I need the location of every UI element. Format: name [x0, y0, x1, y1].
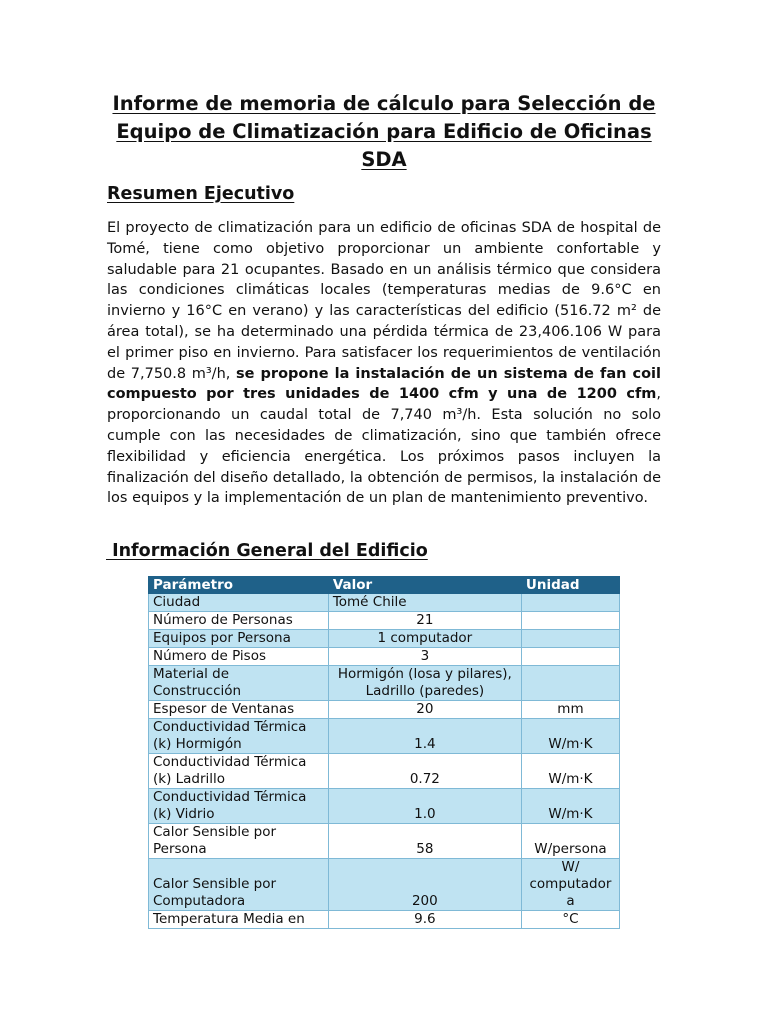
- summary-text-bold: se propone la instalación de un sistema de fan coil compuesto por tres unidades de 1400 cfm y una de 1200 cfm: [107, 365, 661, 403]
- value-cell: 9.6: [328, 911, 521, 929]
- unit-cell: W/ computador a: [521, 859, 619, 911]
- unit-cell: W/persona: [521, 824, 619, 859]
- unit-cell: [521, 666, 619, 701]
- unit-cell: W/m·K: [521, 789, 619, 824]
- param-cell: Conductividad Térmica (k) Hormigón: [149, 719, 329, 754]
- building-info-table: [148, 576, 620, 929]
- value-cell: 200: [328, 859, 521, 911]
- value-cell: Hormigón (losa y pilares), Ladrillo (paredes): [328, 666, 521, 701]
- param-cell: Calor Sensible por Persona: [149, 824, 329, 859]
- param-cell: Conductividad Térmica (k) Vidrio: [149, 789, 329, 824]
- value-cell: 0.72: [328, 754, 521, 789]
- table-row: [149, 789, 620, 824]
- summary-text-part1: El proyecto de climatización para un edificio de oficinas SDA de hospital de Tomé, tiene como objetivo proporcionar un ambiente confortable y saludable para 21 ocupantes. Basado en un análisis térmico que considera las condiciones climáticas locales (temperaturas medias de 9.6°C en invierno y 16°C en verano) y las características del edificio (516.72 m² de área total), se ha determinado una pérdida térmica de 23,406.106 W para el primer piso en invierno. Para satisfacer los requerimientos de ventilación de 7,750.8 m³/h,: [107, 220, 661, 382]
- table-header-row: [149, 577, 620, 594]
- param-cell: Temperatura Media en: [149, 911, 329, 929]
- value-cell: 21: [328, 612, 521, 630]
- param-cell: Número de Personas: [149, 612, 329, 630]
- summary-text-part2: , proporcionando un caudal total de 7,740 m³/h. Esta solución no solo cumple con las necesidades de climatización, sino que también ofrece flexibilidad y eficiencia energética. Los próximos pasos incluyen la finalización del diseño detallado, la obtención de permisos, la instalación de los equipos y la implementación de un plan de mantenimiento preventivo.: [107, 386, 661, 507]
- document-title: Informe de memoria de cálculo para Selección de Equipo de Climatización para Edificio de Oficinas SDA: [112, 92, 656, 171]
- table-row: [149, 719, 620, 754]
- table-row: [149, 701, 620, 719]
- unit-cell: [521, 612, 619, 630]
- header-unidad: Unidad: [521, 577, 619, 594]
- value-cell: 1.4: [328, 719, 521, 754]
- param-cell: Calor Sensible por Computadora: [149, 859, 329, 911]
- param-cell: Equipos por Persona: [149, 630, 329, 648]
- param-cell: Material de Construcción: [149, 666, 329, 701]
- table-row: [149, 648, 620, 666]
- param-cell: Espesor de Ventanas: [149, 701, 329, 719]
- unit-cell: °C: [521, 911, 619, 929]
- table-row: [149, 612, 620, 630]
- param-cell: Número de Pisos: [149, 648, 329, 666]
- value-cell: 58: [328, 824, 521, 859]
- unit-cell: [521, 648, 619, 666]
- table-row: [149, 666, 620, 701]
- value-cell: 3: [328, 648, 521, 666]
- table-row: [149, 754, 620, 789]
- table-row: [149, 594, 620, 612]
- value-cell: 20: [328, 701, 521, 719]
- section-heading-resumen: Resumen Ejecutivo: [107, 184, 295, 204]
- value-cell: 1 computador: [328, 630, 521, 648]
- section-heading-informacion: Información General del Edificio: [106, 541, 428, 561]
- table-row: [149, 911, 620, 929]
- unit-cell: mm: [521, 701, 619, 719]
- header-valor: Valor: [328, 577, 521, 594]
- value-cell: 1.0: [328, 789, 521, 824]
- param-cell: Ciudad: [149, 594, 329, 612]
- unit-cell: W/m·K: [521, 719, 619, 754]
- header-parametro: Parámetro: [149, 577, 329, 594]
- param-cell: Conductividad Térmica (k) Ladrillo: [149, 754, 329, 789]
- value-cell: Tomé Chile: [328, 594, 521, 612]
- unit-cell: W/m·K: [521, 754, 619, 789]
- unit-cell: [521, 630, 619, 648]
- table-row: [149, 859, 620, 911]
- unit-cell: [521, 594, 619, 612]
- summary-paragraph: [107, 218, 661, 509]
- table-row: [149, 630, 620, 648]
- table-row: [149, 824, 620, 859]
